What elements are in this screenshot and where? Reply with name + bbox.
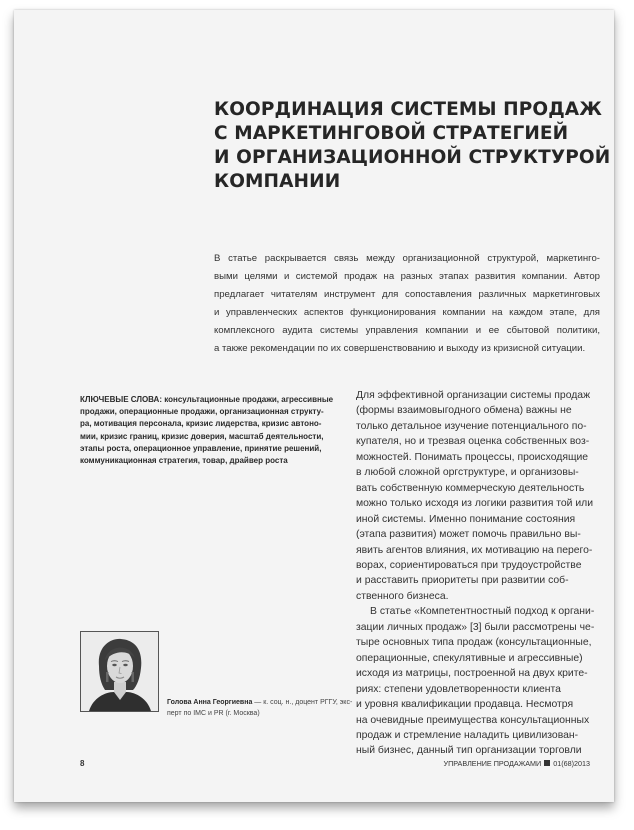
title-line: КООРДИНАЦИЯ СИСТЕМЫ ПРОДАЖ xyxy=(214,99,602,120)
body-line: на очевидные преимущества консультационных xyxy=(356,714,590,726)
body-line: купателя, но и трезвая оценка собственных воз- xyxy=(356,436,590,448)
body-line: зации личных продаж» [3] были рассмотрены че- xyxy=(356,621,595,633)
lead-line: комплексного аудита системы управления компании и ее сбытовой политики, xyxy=(214,325,600,336)
issue-number: 01(68)2013 xyxy=(553,759,590,768)
body-line: риях: степени удовлетворенности клиента xyxy=(356,683,561,695)
keywords-line: ра, мотивация персонала, кризис лидерства, кризис автоно- xyxy=(80,419,322,429)
lead-line: выми целями и системой продаж на разных этапах развития компании. Автор xyxy=(214,271,600,282)
keywords-line: мии, кризис границ, кризис доверия, масштаб деятельности, xyxy=(80,431,324,441)
body-line: операционные, спекулятивные и агрессивные) xyxy=(356,652,583,664)
body-line: (этапа развития) может помочь правильно вы- xyxy=(356,529,581,541)
body-line: ворах, сориентироваться при трудоустройстве xyxy=(356,559,582,571)
body-line: только детальное изучение потенциального по- xyxy=(356,420,587,432)
magazine-page xyxy=(14,10,614,802)
body-line: иной системы. Именно понимание состояния xyxy=(356,513,576,525)
body-line: продаж и стремление наладить цивилизован- xyxy=(356,729,579,741)
keywords-line: коммуникационная стратегия, товар, драйвер роста xyxy=(80,456,288,466)
keywords-line: этапы роста, операционное управление, принятие решений, xyxy=(80,443,322,453)
title-line: И ОРГАНИЗАЦИОННОЙ СТРУКТУРОЙ xyxy=(214,147,611,168)
lead-line: предлагает читателям инструмент для сопоставления различных маркетинговых xyxy=(214,289,600,300)
author-name: Голова Анна Георгиевна xyxy=(167,699,253,706)
body-line: (формы взаимовыгодного обмена) важны не xyxy=(356,405,572,417)
body-line: тыре основных типа продаж (консультационные, xyxy=(356,637,592,649)
body-line: Для эффективной организации системы продаж xyxy=(356,390,591,401)
running-footer xyxy=(444,759,590,768)
page-number: 8 xyxy=(80,759,85,768)
article-lead xyxy=(214,250,600,358)
body-line: и уровня квалификации продавца. Несмотря xyxy=(356,699,574,711)
body-line: и расставить приоритеты при развитии соб- xyxy=(356,575,569,587)
body-line: В статье «Компетентностный подход к органи- xyxy=(370,606,595,618)
body-line: можно только исходя из логики развития той или xyxy=(356,498,593,510)
lead-line: В статье раскрывается связь между организационной структурой, маркетинго- xyxy=(214,253,600,264)
body-line: в любой сложной оргструктуре, и организовы- xyxy=(356,467,579,479)
lead-line: и управленческих аспектов функционирования компании на каждом этапе, для xyxy=(214,307,600,318)
author-photo xyxy=(80,631,159,712)
body-line: ственного бизнеса. xyxy=(356,590,449,602)
keywords-block xyxy=(80,394,342,467)
article-title xyxy=(214,98,611,194)
body-line: ный бизнес, данный тип организации торговли xyxy=(356,745,582,757)
author-caption xyxy=(167,698,357,719)
body-line: явить агентов влияния, их мотивацию на перего- xyxy=(356,544,593,556)
lead-line: а также рекомендации по их совершенствованию и выходу из кризисной ситуации. xyxy=(214,343,586,354)
keywords-line: КЛЮЧЕВЫЕ СЛОВА: консультационные продажи, агрессивные xyxy=(80,395,334,404)
square-separator-icon xyxy=(544,760,550,766)
journal-name: УПРАВЛЕНИЕ ПРОДАЖАМИ xyxy=(443,759,542,768)
body-line: исходя из матрицы, построенной на двух крите- xyxy=(356,668,588,680)
keywords-line: продажи, операционные продажи, организационная структу- xyxy=(80,407,324,417)
body-line: можностей. Понимать процессы, происходящие xyxy=(356,451,589,463)
author-bio: — к. соц. н., доцент РГГУ, экс- xyxy=(252,699,353,706)
author-portrait-image xyxy=(81,632,158,711)
article-body xyxy=(356,388,608,759)
body-line: вать собственную коммерческую деятельность xyxy=(356,482,585,494)
title-line: КОМПАНИИ xyxy=(214,171,341,192)
author-bio-cont: перт по IMC и PR (г. Москва) xyxy=(167,709,260,717)
title-line: С МАРКЕТИНГОВОЙ СТРАТЕГИЕЙ xyxy=(214,123,569,144)
